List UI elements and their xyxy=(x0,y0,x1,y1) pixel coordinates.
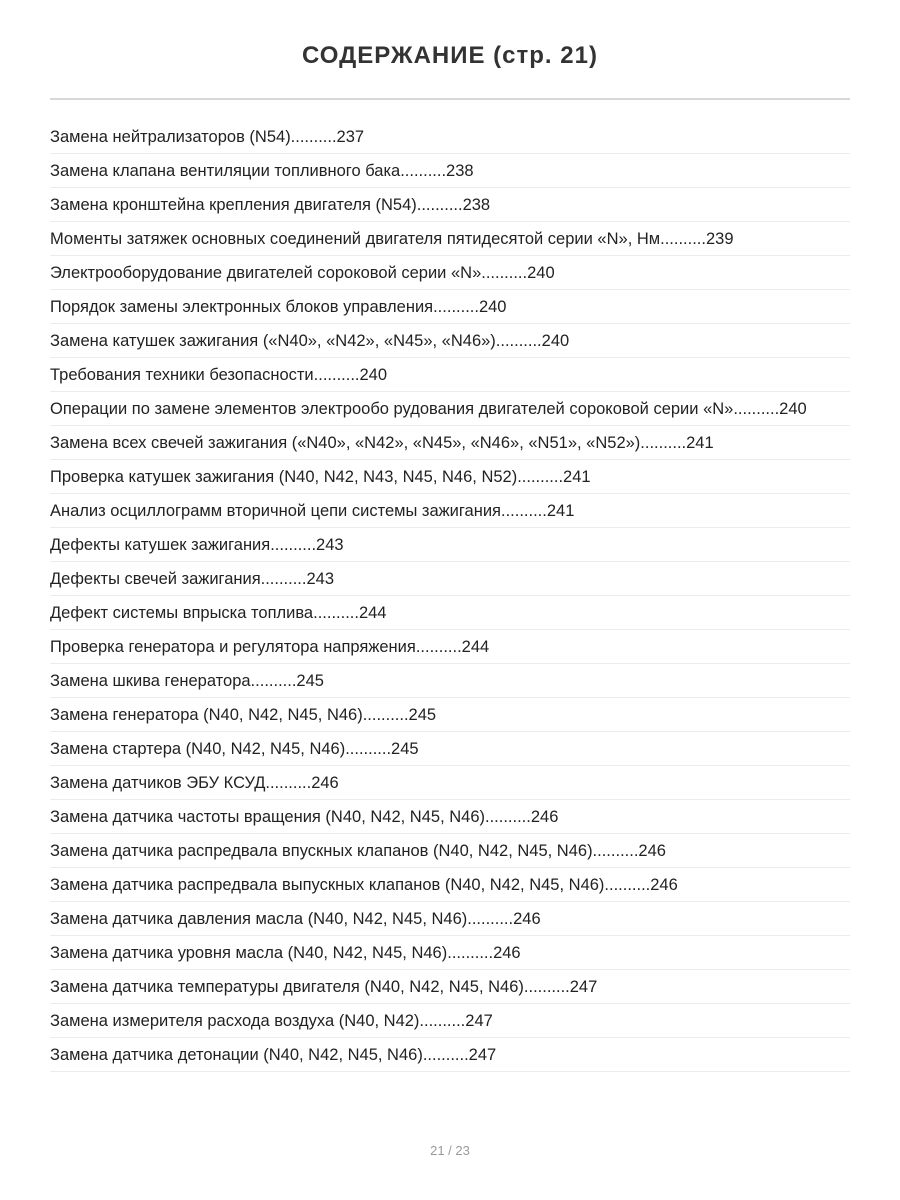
toc-entry[interactable]: Замена катушек зажигания («N40», «N42», «N45», «N46»)..........240 xyxy=(50,324,850,358)
table-of-contents xyxy=(50,120,850,1072)
toc-entry[interactable]: Замена датчика уровня масла (N40, N42, N45, N46)..........246 xyxy=(50,936,850,970)
toc-entry[interactable]: Замена стартера (N40, N42, N45, N46)..........245 xyxy=(50,732,850,766)
toc-entry[interactable]: Порядок замены электронных блоков управления..........240 xyxy=(50,290,850,324)
toc-entry[interactable]: Проверка катушек зажигания (N40, N42, N43, N45, N46, N52)..........241 xyxy=(50,460,850,494)
document-page xyxy=(50,0,850,1200)
title-divider xyxy=(50,98,850,100)
toc-entry[interactable]: Электрооборудование двигателей сороковой серии «N»..........240 xyxy=(50,256,850,290)
toc-entry[interactable]: Дефекты свечей зажигания..........243 xyxy=(50,562,850,596)
toc-entry[interactable]: Моменты затяжек основных соединений двигателя пятидесятой серии «N», Нм..........239 xyxy=(50,222,850,256)
toc-entry[interactable]: Замена нейтрализаторов (N54)..........237 xyxy=(50,120,850,154)
toc-entry[interactable]: Замена датчика распредвала впускных клапанов (N40, N42, N45, N46)..........246 xyxy=(50,834,850,868)
toc-entry[interactable]: Проверка генератора и регулятора напряжения..........244 xyxy=(50,630,850,664)
toc-entry[interactable]: Анализ осциллограмм вторичной цепи системы зажигания..........241 xyxy=(50,494,850,528)
toc-entry[interactable]: Замена датчиков ЭБУ КСУД..........246 xyxy=(50,766,850,800)
toc-entry[interactable]: Операции по замене элементов электрообо рудования двигателей сороковой серии «N»..........240 xyxy=(50,392,850,426)
toc-entry[interactable]: Замена всех свечей зажигания («N40», «N42», «N45», «N46», «N51», «N52»)..........241 xyxy=(50,426,850,460)
toc-entry[interactable]: Замена датчика давления масла (N40, N42, N45, N46)..........246 xyxy=(50,902,850,936)
toc-entry[interactable]: Требования техники безопасности..........240 xyxy=(50,358,850,392)
toc-entry[interactable]: Замена датчика температуры двигателя (N40, N42, N45, N46)..........247 xyxy=(50,970,850,1004)
page-title: СОДЕРЖАНИЕ (стр. 21) xyxy=(302,42,598,69)
page-indicator: 21 / 23 xyxy=(430,1143,470,1158)
toc-entry[interactable]: Замена клапана вентиляции топливного бака..........238 xyxy=(50,154,850,188)
toc-entry[interactable]: Замена датчика частоты вращения (N40, N42, N45, N46)..........246 xyxy=(50,800,850,834)
toc-entry[interactable]: Замена шкива генератора..........245 xyxy=(50,664,850,698)
toc-entry[interactable]: Замена генератора (N40, N42, N45, N46)..........245 xyxy=(50,698,850,732)
toc-entry[interactable]: Дефекты катушек зажигания..........243 xyxy=(50,528,850,562)
toc-entry[interactable]: Замена датчика детонации (N40, N42, N45, N46)..........247 xyxy=(50,1038,850,1072)
toc-entry[interactable]: Замена измерителя расхода воздуха (N40, N42)..........247 xyxy=(50,1004,850,1038)
toc-entry[interactable]: Замена датчика распредвала выпускных клапанов (N40, N42, N45, N46)..........246 xyxy=(50,868,850,902)
toc-entry[interactable]: Дефект системы впрыска топлива..........244 xyxy=(50,596,850,630)
toc-entry[interactable]: Замена кронштейна крепления двигателя (N54)..........238 xyxy=(50,188,850,222)
